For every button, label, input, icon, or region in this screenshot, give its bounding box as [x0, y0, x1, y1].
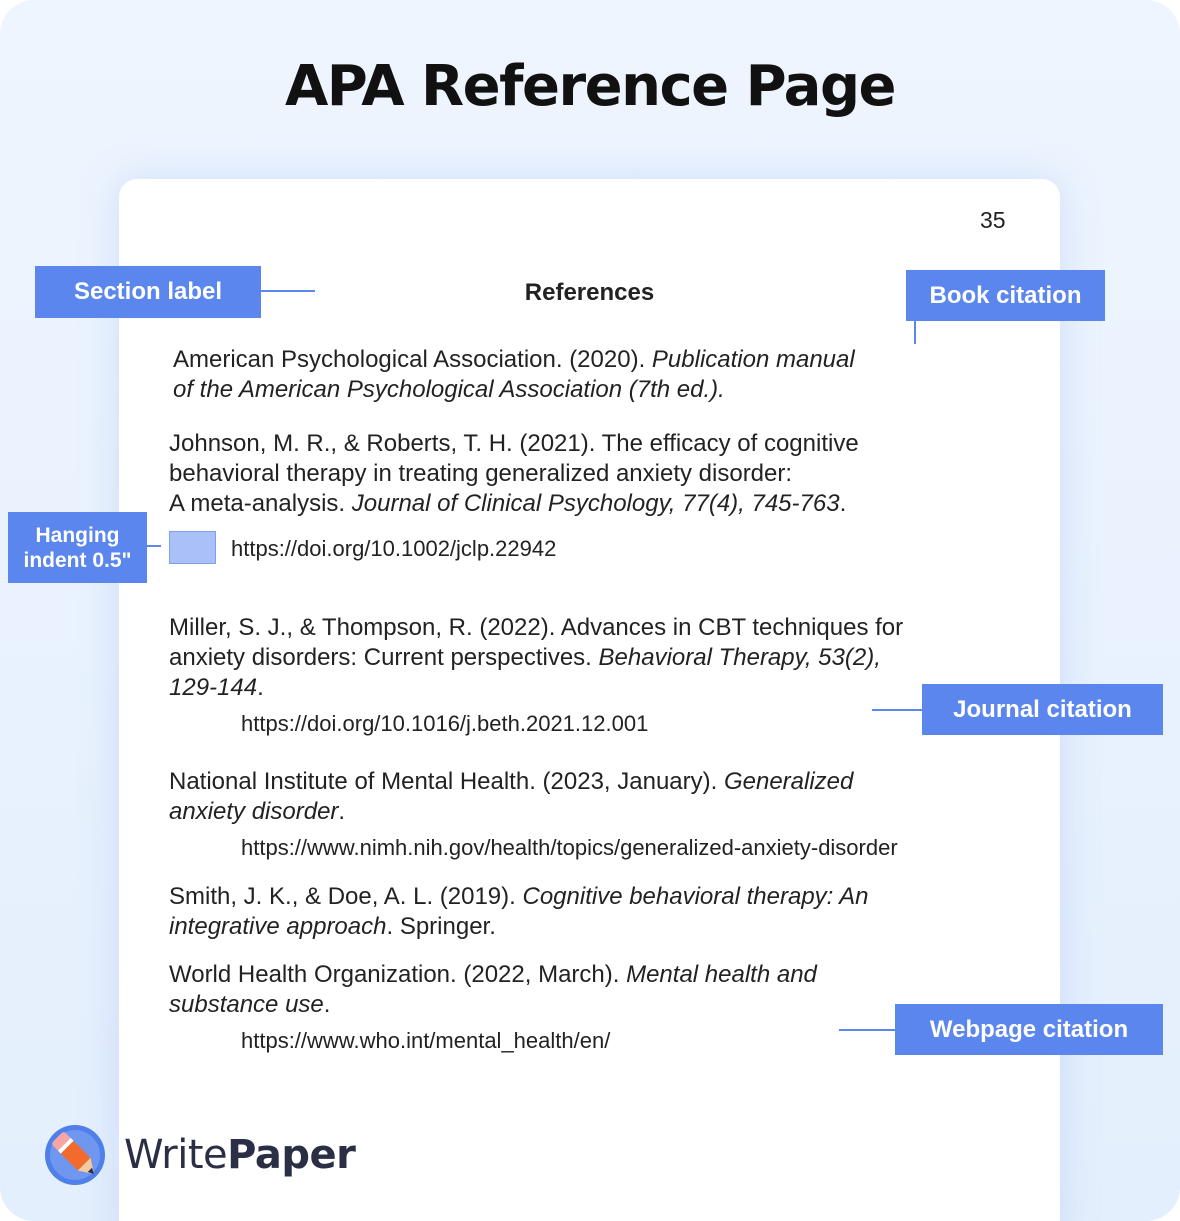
reference-text: . [257, 674, 264, 701]
reference-text: Miller, S. J., & Thompson, R. (2022). Advances in CBT techniques for [169, 614, 904, 641]
reference-entry-webpage-2 [169, 960, 817, 1020]
callout-section-label: Section label [35, 266, 261, 318]
callout-webpage-citation: Webpage citation [895, 1004, 1163, 1055]
reference-doi[interactable]: https://doi.org/10.1002/jclp.22942 [231, 536, 557, 561]
reference-text: A meta-analysis. [169, 490, 352, 517]
reference-text: . [839, 490, 847, 517]
reference-text: . [338, 798, 346, 825]
brand-name-bold: Paper [227, 1132, 356, 1178]
callout-book-citation: Book citation [906, 270, 1105, 321]
callout-hanging-indent [8, 512, 147, 583]
reference-url[interactable]: https://www.who.int/mental_health/en/ [241, 1028, 611, 1053]
brand-name-light: Write [124, 1132, 228, 1178]
page-title: APA Reference Page [284, 54, 896, 119]
reference-entry-journal-1 [169, 429, 859, 519]
reference-text: anxiety disorders: Current perspectives. [169, 644, 599, 671]
brand-logo-text [124, 1132, 355, 1178]
callout-label: indent 0.5" [23, 548, 132, 572]
reference-title: anxiety disorder [169, 798, 339, 825]
reference-source: 129-144 [169, 674, 258, 701]
reference-entry-webpage-1 [169, 767, 853, 827]
page-number: 35 [980, 207, 1006, 233]
reference-title: Generalized [723, 768, 854, 795]
reference-url[interactable]: https://www.nimh.nih.gov/health/topics/generalized-anxiety-disorder [241, 835, 898, 860]
reference-text: Johnson, M. R., & Roberts, T. H. (2021). The efficacy of cognitive [169, 430, 859, 457]
callout-journal-citation: Journal citation [922, 684, 1163, 735]
hanging-indent-marker [169, 531, 216, 564]
callout-connector [872, 709, 922, 711]
reference-text: American Psychological Association. (2020). [173, 346, 652, 373]
callout-label: Hanging [35, 523, 120, 547]
reference-doi[interactable]: https://doi.org/10.1016/j.beth.2021.12.001 [241, 711, 649, 736]
reference-title: integrative approach [169, 913, 387, 940]
callout-connector [914, 321, 916, 344]
callout-connector [839, 1029, 895, 1031]
reference-text: Smith, J. K., & Doe, A. L. (2019). [169, 883, 523, 910]
reference-title: Cognitive behavioral therapy: An [522, 883, 869, 910]
reference-title: of the American Psychological Association (7th ed.). [173, 376, 725, 403]
reference-entry-book-2 [169, 882, 868, 942]
reference-title: Mental health and [626, 961, 817, 988]
reference-source: Journal of Clinical Psychology, 77(4), 745-763 [351, 490, 840, 517]
pencil-logo-icon [44, 1124, 106, 1186]
reference-entry-book [173, 345, 855, 405]
reference-source: Behavioral Therapy, 53(2), [598, 644, 881, 671]
reference-text: . Springer. [386, 913, 496, 940]
reference-text: World Health Organization. (2022, March). [169, 961, 627, 988]
reference-text: behavioral therapy in treating generalized anxiety disorder: [169, 460, 793, 487]
callout-connector [261, 290, 315, 292]
references-heading: References [524, 279, 655, 306]
reference-text: National Institute of Mental Health. (2023, January). [169, 768, 724, 795]
callout-connector [147, 545, 161, 547]
reference-text: . [323, 991, 331, 1018]
reference-title: substance use [169, 991, 324, 1018]
reference-title: Publication manual [651, 346, 855, 373]
reference-entry-journal-2 [169, 613, 903, 703]
